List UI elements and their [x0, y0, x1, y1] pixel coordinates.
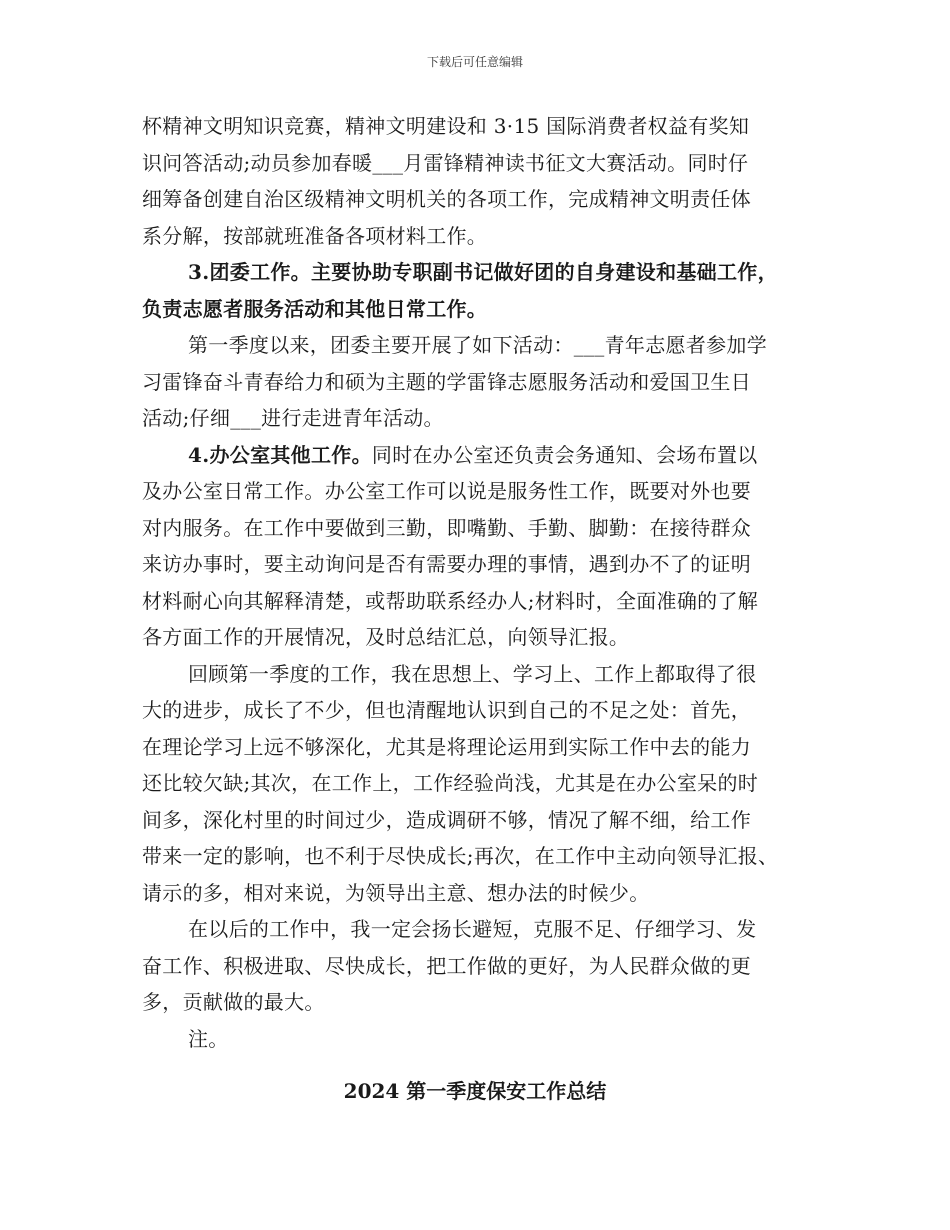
- body-text: 在理论学习上远不够深化，尤其是将理论运用到实际工作中去的能力: [142, 734, 751, 759]
- text-line: [142, 181, 827, 218]
- bold-heading-text: 3.团委工作。主要协助专职副书记做好团的自身建设和基础工作，: [188, 260, 778, 284]
- body-text: 带来一定的影响，也不利于尽快成长;再次，在工作中主动向领导汇报、: [142, 844, 779, 868]
- body-text: 材料耐心向其解释清楚，或帮助联系经办人;材料时，全面准确的了解: [142, 588, 759, 613]
- text-line: [142, 145, 827, 182]
- text-line: [142, 911, 827, 948]
- body-text: 同时在办公室还负责会务通知、会场布置以: [371, 442, 758, 467]
- body-text: 大的进步，成长了不少，但也清醒地认识到自己的不足之处：首先，: [142, 698, 751, 722]
- body-text: 及办公室日常工作。办公室工作可以说是服务性工作，既要对外也要: [142, 479, 751, 503]
- body-text: 杯精神文明知识竞赛，精神文明建设和 3·15 国际消费者权益有奖知: [142, 114, 750, 138]
- body-text: 来访办事时，要主动询问是否有需要办理的事情，遇到办不了的证明: [142, 552, 751, 576]
- text-line: [142, 364, 827, 401]
- body-text: 各方面工作的开展情况，及时总结汇总，向领导汇报。: [142, 625, 630, 649]
- body-text: 还比较欠缺;其次，在工作上，工作经验尚浅，尤其是在办公室呆的时: [142, 771, 759, 795]
- document-body: [142, 108, 827, 1057]
- text-line: [142, 656, 827, 693]
- text-line: [142, 218, 827, 255]
- body-text: 识问答活动;动员参加春暖___月雷锋精神读书征文大赛活动。同时仔: [142, 150, 749, 175]
- body-text: 活动;仔细___进行走进青年活动。: [142, 406, 444, 430]
- text-line: [142, 1021, 827, 1058]
- body-text: 奋工作、积极进取、尽快成长，把工作做的更好，为人民群众做的更: [142, 953, 751, 978]
- text-line: [142, 108, 827, 145]
- text-line: [142, 729, 827, 766]
- text-line: [142, 948, 827, 985]
- body-text: 注。: [188, 1026, 229, 1051]
- body-text: 对内服务。在工作中要做到三勤，即嘴勤、手勤、脚勤：在接待群众: [142, 515, 751, 540]
- text-line: [142, 583, 827, 620]
- bold-heading-text: 4.办公室其他工作。: [188, 442, 372, 467]
- text-line: [142, 765, 827, 802]
- text-line: [142, 802, 827, 839]
- body-text: 多，贡献做的最大。: [142, 990, 325, 1014]
- body-text: 系分解，按部就班准备各项材料工作。: [142, 223, 488, 248]
- text-line: [142, 875, 827, 912]
- body-text: 习雷锋奋斗青春给力和硕为主题的学雷锋志愿服务活动和爱国卫生日: [142, 369, 751, 394]
- body-text: 间多，深化村里的时间过少，造成调研不够，情况了解不细，给工作: [142, 807, 751, 832]
- text-line: [142, 692, 827, 729]
- text-line: [142, 327, 827, 364]
- text-line: [142, 437, 827, 474]
- text-line: [142, 291, 827, 328]
- text-line: [142, 619, 827, 656]
- body-text: 细筹备创建自治区级精神文明机关的各项工作，完成精神文明责任体: [142, 187, 751, 211]
- text-line: [142, 984, 827, 1021]
- text-line: [142, 510, 827, 547]
- section-title: 2024 第一季度保安工作总结: [343, 1079, 607, 1103]
- text-line: [142, 254, 827, 291]
- text-line: [142, 400, 827, 437]
- text-line: [142, 473, 827, 510]
- body-text: 在以后的工作中，我一定会扬长避短，克服不足、仔细学习、发: [188, 917, 757, 941]
- text-line: [142, 838, 827, 875]
- body-text: 回顾第一季度的工作，我在思想上、学习上、工作上都取得了很: [188, 661, 757, 686]
- text-line: [142, 546, 827, 583]
- body-text: 第一季度以来，团委主要开展了如下活动：___青年志愿者参加学: [188, 333, 767, 357]
- bold-heading-text: 负责志愿者服务活动和其他日常工作。: [142, 296, 488, 321]
- body-text: 请示的多，相对来说，为领导出主意、想办法的时候少。: [142, 880, 650, 905]
- page-header: 下载后可任意编辑: [426, 55, 523, 69]
